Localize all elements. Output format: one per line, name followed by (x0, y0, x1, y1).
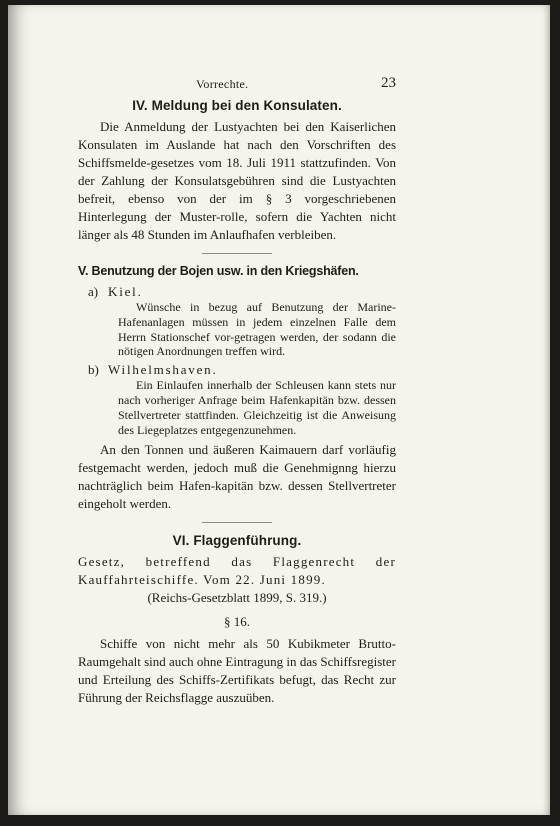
item-text: Wünsche in bezug auf Benutzung der Marine-Hafenanlagen müssen in jedem einzelnen Falle dem Herrn Stationschef vor-getragen werden, der sodann die nötigen Anordnungen treffen wird. (118, 300, 396, 359)
law-citation: (Reichs-Gesetzblatt 1899, S. 319.) (147, 590, 327, 606)
section-v-heading: V. Benutzung der Bojen usw. in den Kriegshäfen. (78, 264, 359, 278)
item-text: Ein Einlaufen innerhalb der Schleusen kann stets nur nach vorheriger Anfrage beim Hafenkapitän bzw. dessen Stellvertreter stattfinden. Gleichzeitig ist die Anweisung des Liegeplatzes entgegenzunehmen. (118, 378, 396, 437)
section-iv-heading: IV. Meldung bei den Konsulaten. (132, 98, 342, 113)
book-page (8, 5, 550, 815)
section-vi-paragraph: Schiffe von nicht mehr als 50 Kubikmeter Brutto-Raumgehalt sind auch ohne Eintragung in das Schiffsregister und Erteilung des Schiffs-Zertifikats befugt, das Recht zur Führung der Reichsflagge auszuüben. (78, 636, 396, 706)
list-item (78, 283, 396, 359)
item-title: Wilhelmshaven. (108, 362, 218, 378)
paragraph-mark: § 16. (224, 614, 250, 630)
item-label: a) (88, 284, 99, 299)
page-text (78, 75, 396, 707)
law-title: Gesetz, betreffend das Flaggenrecht der Kauffahrteischiffe. Vom 22. Juni 1899. (78, 554, 396, 588)
page-header (78, 75, 396, 95)
page-number: 23 (381, 75, 396, 91)
section-divider (202, 253, 272, 254)
section-v-paragraph: An den Tonnen und äußeren Kaimauern darf vorläufig festgemacht werden, jedoch muß die Genehmignng hierzu nachträglich beim Hafen-kapitän bzw. dessen Stellvertreter eingeholt werden. (78, 442, 396, 512)
section-vi-heading: VI. Flaggenführung. (172, 533, 302, 549)
section-iv-paragraph: Die Anmeldung der Lustyachten bei den Kaiserlichen Konsulaten im Auslande hat nach den Vorschriften des Schiffsmelde-gesetzes vom 18. Juli 1911 stattzufinden. Von der Zahlung der Konsulatsgebühren sind die Lustyachten befreit, ebenso von der im § 3 vorgeschriebenen Hinterlegung der Muster-rolle, sofern die Yachten nicht länger als 48 Stunden im Anlaufhafen verbleiben. (78, 119, 396, 242)
item-title: Kiel. (108, 284, 143, 299)
section-divider (202, 522, 272, 523)
running-head: Vorrechte. (196, 77, 249, 91)
list-item (78, 361, 396, 437)
item-label: b) (88, 362, 99, 378)
